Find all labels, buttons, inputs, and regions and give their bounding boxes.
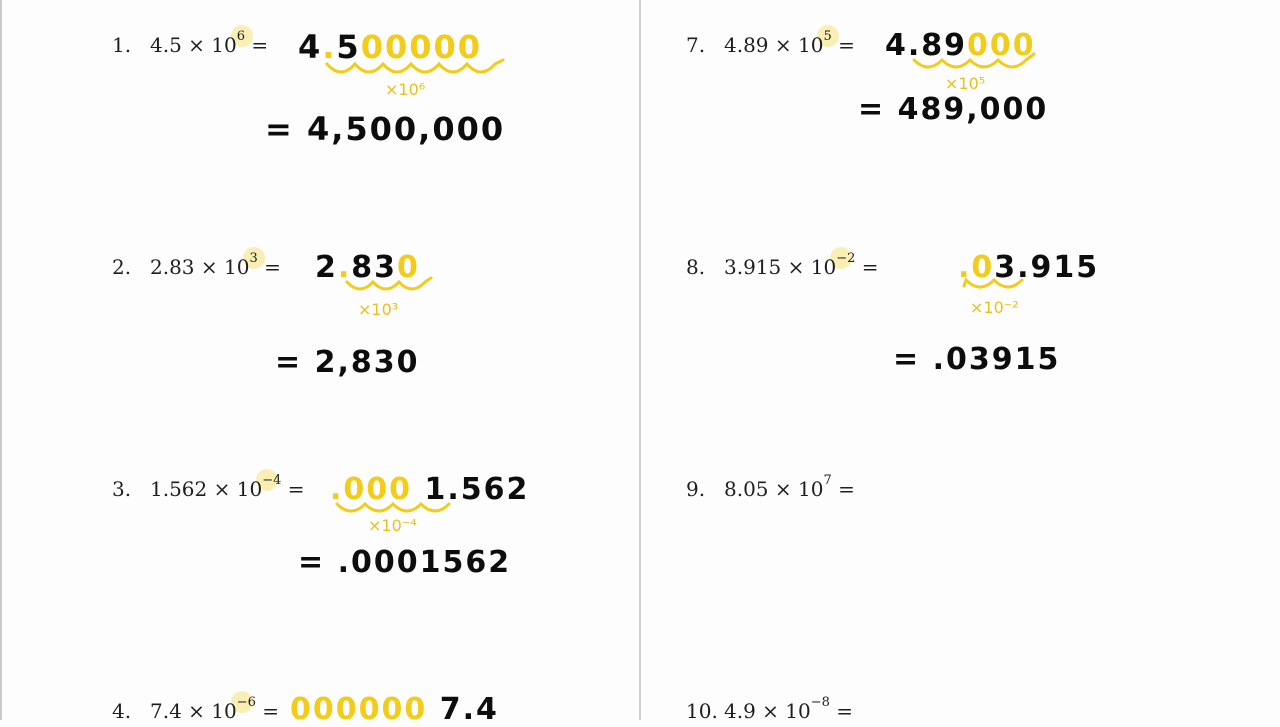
work-decimal-point: . [337, 250, 352, 285]
exponent: 6 [236, 29, 246, 45]
work-zeros: 00000 [360, 28, 483, 66]
equals-sign: = [838, 477, 855, 501]
work-4-expansion [290, 692, 499, 727]
work-digit: 4 [298, 28, 323, 66]
problem-number: 2. [112, 255, 132, 279]
ten: 10 [211, 33, 237, 57]
problem-9 [686, 473, 855, 501]
problem-number: 10. [686, 699, 718, 723]
ten: 10 [810, 255, 837, 279]
work-2-note: ×10³ [358, 300, 399, 319]
times-sign: × [188, 33, 205, 57]
work-1-answer: = 4,500,000 [265, 110, 506, 148]
problem-10 [686, 695, 854, 723]
problem-1 [112, 29, 269, 57]
exponent: 3 [249, 251, 258, 267]
work-zeros: 000000 [290, 692, 428, 727]
exponent: −8 [810, 695, 830, 711]
equals-sign: = [861, 255, 879, 279]
work-7-answer: = 489,000 [858, 92, 1049, 127]
work-decimal-point: . [322, 28, 337, 66]
work-digit: 5 [336, 28, 361, 66]
ten: 10 [236, 477, 263, 501]
problem-number: 1. [112, 33, 132, 57]
exponent: −4 [262, 473, 282, 489]
work-1-note: ×10⁶ [385, 80, 426, 99]
page-left-edge [0, 0, 2, 720]
equals-sign: = [262, 699, 280, 723]
problem-base: 4.89 [724, 33, 769, 57]
equals-sign: = [838, 33, 855, 57]
exponent: −2 [836, 251, 856, 267]
exponent: 5 [823, 29, 832, 45]
times-sign: × [762, 699, 779, 723]
work-digit: 83 [351, 250, 398, 285]
work-8-note: ×10⁻² [970, 298, 1019, 317]
times-sign: × [774, 477, 792, 501]
hop-arcs-2 [345, 276, 445, 302]
ten: 10 [798, 33, 824, 57]
work-zeros: .0 [958, 250, 995, 285]
work-7-note: ×10⁵ [945, 74, 986, 93]
work-digit: 4.89 [885, 28, 968, 63]
work-8-answer: = .03915 [893, 342, 1061, 377]
ten: 10 [224, 255, 250, 279]
exponent: −6 [236, 695, 256, 711]
ten: 10 [798, 477, 824, 501]
problem-base: 1.562 [150, 477, 208, 501]
column-divider [639, 0, 641, 720]
problem-number: 4. [112, 699, 132, 723]
work-3-answer: = .0001562 [298, 545, 512, 580]
problem-base: 7.4 [150, 699, 182, 723]
work-digit: 2 [315, 250, 338, 285]
problem-2 [112, 251, 281, 279]
times-sign: × [787, 255, 805, 279]
equals-sign: = [836, 699, 854, 723]
work-digit: 1.562 [424, 472, 530, 507]
times-sign: × [200, 255, 218, 279]
ten: 10 [785, 699, 811, 723]
work-digit: 3.915 [994, 250, 1100, 285]
problem-8 [686, 251, 879, 279]
work-digit: 7.4 [439, 692, 499, 727]
hop-arcs-8 [962, 276, 1032, 300]
exponent: 7 [823, 473, 832, 489]
problem-base: 4.5 [150, 33, 182, 57]
times-sign: × [774, 33, 792, 57]
problem-base: 2.83 [150, 255, 195, 279]
times-sign: × [188, 699, 205, 723]
problem-number: 7. [686, 33, 706, 57]
problem-number: 9. [686, 477, 706, 501]
problem-base: 3.915 [724, 255, 782, 279]
work-2-answer: = 2,830 [275, 345, 420, 380]
equals-sign: = [287, 477, 305, 501]
problem-number: 3. [112, 477, 132, 501]
ten: 10 [211, 699, 237, 723]
times-sign: × [213, 477, 231, 501]
problem-4 [112, 695, 280, 723]
problem-7 [686, 29, 855, 57]
problem-3 [112, 473, 305, 501]
problem-base: 4.9 [724, 699, 756, 723]
problem-number: 8. [686, 255, 706, 279]
equals-sign: = [264, 255, 281, 279]
problem-base: 8.05 [724, 477, 769, 501]
work-zeros: 0 [397, 250, 420, 285]
equals-sign: = [251, 33, 269, 57]
work-zeros: 000 [967, 28, 1036, 63]
work-zeros: .000 [330, 472, 413, 507]
work-3-note: ×10⁻⁴ [368, 516, 417, 535]
